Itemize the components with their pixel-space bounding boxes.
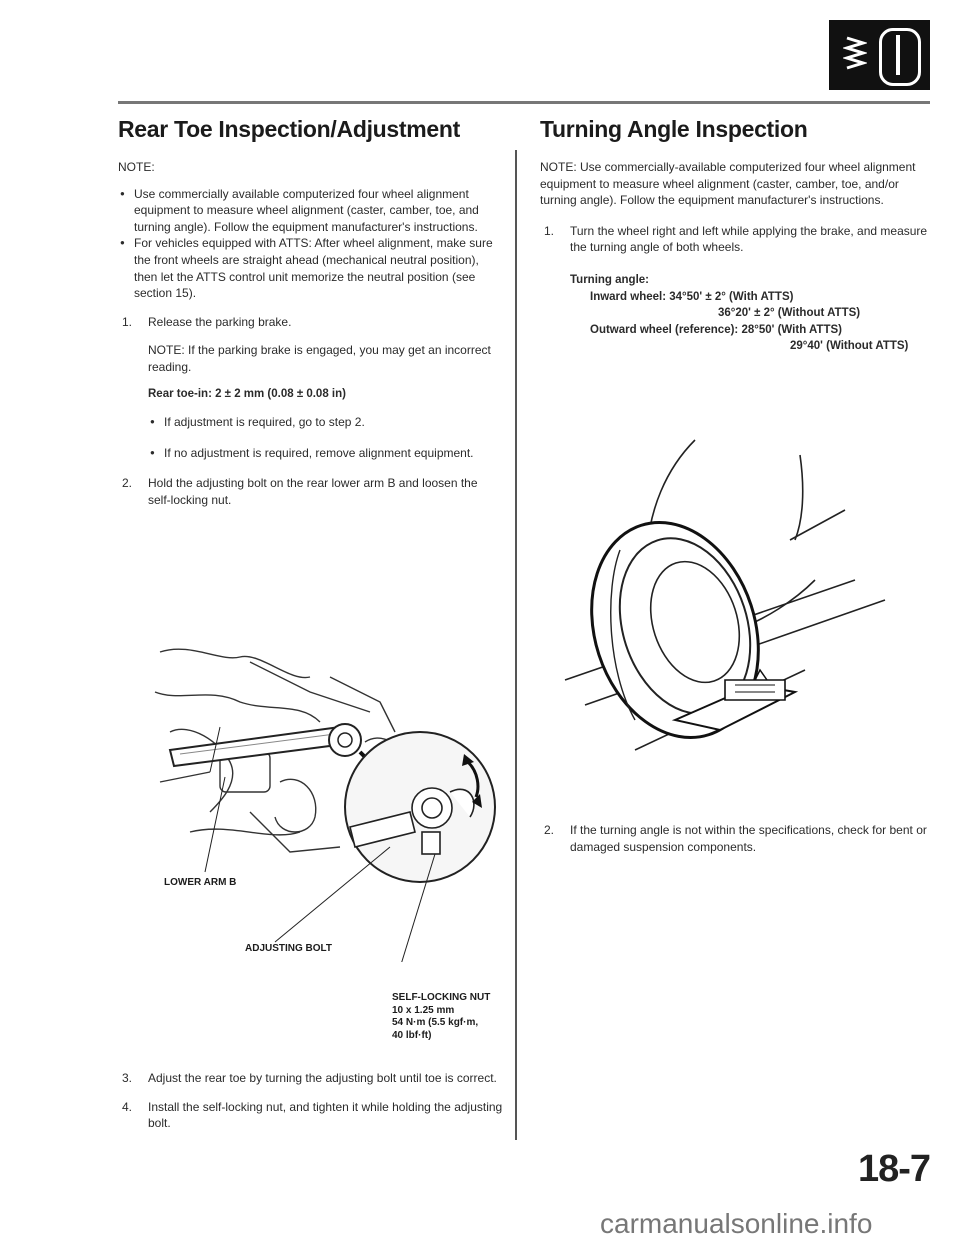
- step-4: 4. Install the self-locking nut, and tighten it while holding the adjusting bolt.: [122, 1099, 503, 1131]
- turning-step-2: 2. If the turning angle is not within the specifications, check for bent or damaged suspension components.: [544, 823, 927, 854]
- step-2: 2. Hold the adjusting bolt on the rear lower arm B and loosen the self-locking nut.: [122, 476, 478, 507]
- rear-toe-spec: Rear toe-in: 2 ± 2 mm (0.08 ± 0.08 in): [148, 387, 346, 400]
- turning-angle-text-bottom: [540, 822, 930, 867]
- adjust-bullets: [118, 414, 503, 461]
- bullet-item: ● If no adjustment is required, remove alignment equipment.: [148, 445, 503, 462]
- rear-toe-text-top: [118, 159, 503, 521]
- step-1-note: NOTE: If the parking brake is engaged, you may get an incorrect reading.: [148, 343, 491, 374]
- page-number: 18-7: [858, 1148, 931, 1190]
- self-locking-nut-callout: SELF-LOCKING NUT 10 x 1.25 mm 54 N·m (5.5 kgf·m, 40 lbf·ft): [392, 992, 491, 1041]
- turning-step-1: 1. Turn the wheel right and left while applying the brake, and measure the turning angle of both wheels.: [544, 223, 928, 255]
- note-list: [118, 186, 503, 302]
- step-3: 3. Adjust the rear toe by turning the adjusting bolt until toe is correct.: [122, 1071, 497, 1085]
- note-item: ● For vehicles equipped with ATTS: After wheel alignment, make sure the front wheels are straight ahead (mechanical neutral position), then let the ATTS control unit memorize the neutral position (see section 15).: [118, 235, 503, 301]
- lower-arm-illustration: [150, 632, 500, 962]
- header-rule: [118, 101, 930, 104]
- footer-watermark: carmanualsonline.info: [600, 1208, 873, 1239]
- section-logo: [829, 20, 930, 90]
- note-label: NOTE:: [118, 160, 155, 174]
- column-divider: [515, 150, 517, 1140]
- turning-angle-text-top: [540, 159, 930, 355]
- suspension-spring-icon: [843, 34, 867, 74]
- bullet-item: ● If adjustment is required, go to step 2.: [148, 414, 503, 431]
- turning-angle-spec: Turning angle: Inward wheel: 34°50' ± 2° (With ATTS) 36°20' ± 2° (Without ATTS) Outward wheel (reference): 28°50' (With ATTS) 29°40' (Without ATTS): [570, 273, 909, 353]
- adjusting-bolt-callout: ADJUSTING BOLT: [245, 943, 333, 954]
- wheel-turning-illustration: [555, 430, 895, 760]
- note-item: ● Use commercially available computerized four wheel alignment equipment to measure wheel alignment (caster, camber, toe, and turning angle). Follow the equipment manufacturer's instructions.: [118, 186, 503, 236]
- rear-toe-title: Rear Toe Inspection/Adjustment: [118, 116, 461, 142]
- turning-angle-title: Turning Angle Inspection: [540, 116, 808, 142]
- rear-toe-text-bottom: [118, 1070, 503, 1144]
- lower-arm-callout: LOWER ARM B: [164, 877, 237, 888]
- step-1: 1. Release the parking brake.: [122, 314, 292, 329]
- turning-note: NOTE: Use commercially-available computerized four wheel alignment equipment to measure wheel alignment (caster, camber, toe, and/or turning angle). Follow the equipment manufacturer's instructions.: [540, 160, 916, 208]
